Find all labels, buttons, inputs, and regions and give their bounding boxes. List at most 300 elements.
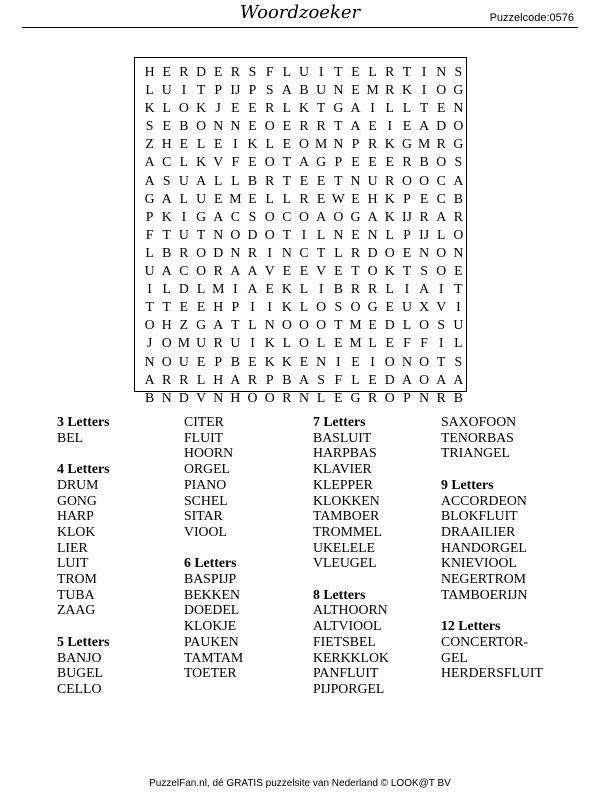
grid-cell[interactable]: R	[385, 82, 395, 98]
grid-cell[interactable]: K	[196, 100, 207, 116]
grid-cell[interactable]: N	[453, 244, 464, 260]
grid-cell[interactable]: U	[401, 299, 412, 315]
grid-cell[interactable]: F	[265, 64, 274, 79]
grid-cell[interactable]: S	[454, 353, 463, 369]
grid-cell[interactable]: U	[178, 226, 189, 242]
grid-cell[interactable]: I	[335, 353, 341, 369]
grid-cell[interactable]: A	[367, 208, 378, 224]
grid-cell[interactable]: O	[281, 317, 292, 333]
grid-cell[interactable]: S	[265, 82, 274, 98]
grid-cell[interactable]: C	[162, 154, 172, 170]
grid-cell[interactable]: K	[196, 154, 207, 170]
grid-cell[interactable]: V	[264, 263, 275, 279]
grid-cell[interactable]: R	[316, 118, 326, 134]
grid-cell[interactable]: S	[162, 172, 171, 188]
grid-cell[interactable]: L	[248, 317, 257, 333]
grid-cell[interactable]: E	[368, 118, 377, 134]
grid-cell[interactable]: IJ	[230, 82, 241, 98]
grid-cell[interactable]: E	[282, 136, 292, 152]
grid-cell[interactable]: B	[247, 172, 258, 188]
grid-cell[interactable]: A	[350, 118, 361, 134]
grid-cell[interactable]: T	[316, 100, 326, 116]
grid-cell[interactable]: D	[196, 64, 207, 79]
grid-cell[interactable]: A	[144, 154, 155, 170]
grid-cell[interactable]: R	[179, 244, 189, 260]
grid-cell[interactable]: O	[436, 154, 447, 170]
grid-cell[interactable]: L	[316, 335, 326, 351]
grid-cell[interactable]: H	[213, 371, 224, 387]
grid-cell[interactable]: S	[334, 299, 343, 315]
grid-cell[interactable]: E	[437, 100, 446, 116]
grid-cell[interactable]: H	[161, 317, 172, 333]
grid-cell[interactable]: E	[351, 353, 360, 369]
grid-cell[interactable]: O	[367, 263, 378, 279]
grid-cell[interactable]: B	[162, 244, 172, 260]
grid-cell[interactable]: N	[401, 353, 412, 369]
grid-cell[interactable]: G	[453, 136, 464, 152]
grid-cell[interactable]: R	[368, 136, 378, 152]
grid-cell[interactable]: C	[179, 263, 189, 279]
grid-cell[interactable]: P	[403, 226, 411, 242]
grid-cell[interactable]: E	[334, 263, 343, 279]
grid-cell[interactable]: O	[299, 208, 309, 224]
grid-cell[interactable]: D	[384, 317, 395, 333]
grid-cell[interactable]: I	[438, 335, 444, 351]
grid-cell[interactable]: I	[370, 100, 375, 116]
grid-cell[interactable]: N	[264, 317, 275, 333]
grid-cell[interactable]: G	[144, 190, 155, 206]
grid-cell[interactable]: P	[214, 353, 223, 369]
grid-cell[interactable]: F	[145, 226, 154, 242]
grid-cell[interactable]: E	[334, 335, 343, 351]
grid-cell[interactable]: O	[196, 118, 207, 134]
grid-cell[interactable]: L	[351, 371, 360, 387]
grid-cell[interactable]: O	[436, 244, 447, 260]
grid-cell[interactable]: A	[230, 263, 241, 279]
grid-cell[interactable]: A	[161, 263, 172, 279]
grid-cell[interactable]: R	[350, 281, 361, 297]
grid-cell[interactable]: I	[438, 281, 444, 297]
grid-cell[interactable]: R	[247, 244, 258, 260]
grid-cell[interactable]: E	[334, 389, 343, 405]
grid-cell[interactable]: T	[334, 317, 343, 333]
grid-cell[interactable]: A	[401, 371, 412, 387]
grid-cell[interactable]: O	[247, 389, 258, 405]
grid-cell[interactable]: N	[299, 389, 309, 405]
grid-cell[interactable]: G	[350, 208, 361, 224]
grid-cell[interactable]: E	[248, 100, 257, 116]
grid-cell[interactable]: O	[436, 82, 447, 98]
grid-cell[interactable]: V	[213, 154, 224, 170]
grid-cell[interactable]: A	[281, 82, 292, 98]
grid-cell[interactable]: L	[265, 190, 274, 206]
grid-cell[interactable]: L	[316, 389, 326, 405]
grid-cell[interactable]: E	[385, 299, 394, 315]
grid-cell[interactable]: B	[453, 389, 463, 405]
grid-cell[interactable]: H	[144, 64, 155, 79]
grid-cell[interactable]: E	[351, 190, 360, 206]
grid-cell[interactable]: O	[299, 335, 309, 351]
grid-cell[interactable]: O	[401, 172, 412, 188]
grid-cell[interactable]: N	[144, 353, 155, 369]
grid-cell[interactable]: N	[436, 64, 447, 79]
grid-cell[interactable]: F	[231, 154, 240, 170]
grid-cell[interactable]: M	[212, 281, 225, 297]
grid-cell[interactable]: I	[387, 118, 393, 134]
grid-cell[interactable]: L	[282, 100, 292, 116]
grid-cell[interactable]: R	[179, 371, 189, 387]
grid-cell[interactable]: I	[181, 82, 187, 98]
grid-cell[interactable]: L	[316, 226, 326, 242]
grid-cell[interactable]: P	[145, 208, 154, 224]
grid-cell[interactable]: B	[453, 190, 463, 206]
grid-cell[interactable]: O	[333, 208, 344, 224]
grid-cell[interactable]: N	[419, 244, 430, 260]
grid-cell[interactable]: O	[264, 226, 275, 242]
grid-cell[interactable]: O	[419, 317, 430, 333]
grid-cell[interactable]: K	[161, 208, 172, 224]
grid-cell[interactable]: D	[436, 118, 447, 134]
grid-cell[interactable]: U	[161, 82, 172, 98]
grid-cell[interactable]: A	[230, 371, 241, 387]
grid-cell[interactable]: O	[384, 353, 395, 369]
grid-cell[interactable]: S	[145, 118, 154, 134]
grid-cell[interactable]: A	[419, 281, 430, 297]
grid-cell[interactable]: I	[318, 64, 324, 79]
grid-cell[interactable]: U	[316, 82, 327, 98]
grid-cell[interactable]: I	[267, 244, 272, 260]
grid-cell[interactable]: L	[454, 335, 463, 351]
grid-cell[interactable]: E	[419, 190, 429, 206]
grid-cell[interactable]: IJ	[401, 208, 412, 224]
grid-cell[interactable]: C	[436, 172, 446, 188]
grid-cell[interactable]: A	[299, 371, 309, 387]
grid-cell[interactable]: S	[248, 208, 257, 224]
grid-cell[interactable]: R	[213, 263, 223, 279]
grid-cell[interactable]: E	[316, 190, 326, 206]
grid-cell[interactable]: U	[196, 190, 207, 206]
grid-cell[interactable]: T	[162, 226, 171, 242]
grid-cell[interactable]: S	[454, 64, 463, 79]
grid-cell[interactable]: L	[402, 100, 412, 116]
grid-cell[interactable]: I	[370, 353, 375, 369]
grid-cell[interactable]: K	[281, 353, 292, 369]
grid-cell[interactable]: T	[334, 172, 343, 188]
grid-cell[interactable]: E	[179, 136, 189, 152]
grid-cell[interactable]: T	[282, 172, 292, 188]
grid-cell[interactable]: K	[264, 353, 275, 369]
grid-cell[interactable]: T	[334, 64, 343, 79]
grid-cell[interactable]: K	[247, 136, 258, 152]
grid-cell[interactable]: R	[402, 154, 412, 170]
grid-cell[interactable]: A	[419, 118, 430, 134]
grid-cell[interactable]: N	[213, 226, 224, 242]
grid-cell[interactable]: B	[419, 154, 429, 170]
grid-cell[interactable]: R	[385, 64, 395, 79]
grid-cell[interactable]: K	[384, 263, 395, 279]
grid-cell[interactable]: A	[436, 208, 447, 224]
grid-cell[interactable]: M	[349, 317, 362, 333]
grid-cell[interactable]: I	[421, 64, 427, 79]
grid-cell[interactable]: S	[454, 154, 463, 170]
grid-cell[interactable]: D	[384, 371, 395, 387]
grid-cell[interactable]: A	[213, 317, 224, 333]
grid-cell[interactable]: F	[334, 371, 343, 387]
grid-cell[interactable]: H	[367, 190, 378, 206]
grid-cell[interactable]: Z	[179, 317, 189, 333]
grid-cell[interactable]: IJ	[419, 226, 430, 242]
grid-cell[interactable]: R	[453, 208, 463, 224]
grid-cell[interactable]: V	[316, 263, 327, 279]
grid-cell[interactable]: I	[421, 82, 427, 98]
grid-cell[interactable]: L	[213, 172, 223, 188]
grid-cell[interactable]: N	[453, 100, 464, 116]
grid-cell[interactable]: E	[213, 136, 223, 152]
grid-cell[interactable]: O	[264, 154, 275, 170]
grid-cell[interactable]: I	[267, 299, 272, 315]
grid-cell[interactable]: L	[196, 136, 206, 152]
grid-cell[interactable]: K	[384, 190, 395, 206]
grid-cell[interactable]: K	[144, 100, 155, 116]
grid-cell[interactable]: E	[402, 244, 412, 260]
grid-cell[interactable]: D	[367, 244, 378, 260]
grid-cell[interactable]: O	[264, 389, 275, 405]
grid-cell[interactable]: E	[368, 371, 377, 387]
grid-cell[interactable]: T	[282, 154, 292, 170]
grid-cell[interactable]: V	[436, 299, 447, 315]
grid-cell[interactable]: M	[349, 335, 362, 351]
grid-cell[interactable]: T	[145, 299, 154, 315]
grid-cell[interactable]: E	[402, 118, 412, 134]
grid-cell[interactable]: N	[333, 82, 344, 98]
grid-cell[interactable]: I	[250, 299, 255, 315]
grid-cell[interactable]: J	[146, 335, 153, 351]
grid-cell[interactable]: S	[437, 317, 446, 333]
grid-cell[interactable]: S	[317, 371, 325, 387]
grid-cell[interactable]: R	[299, 190, 309, 206]
grid-cell[interactable]: P	[248, 82, 257, 98]
grid-cell[interactable]: O	[161, 335, 172, 351]
grid-cell[interactable]: O	[384, 389, 395, 405]
grid-cell[interactable]: E	[299, 263, 309, 279]
grid-cell[interactable]: A	[247, 263, 258, 279]
grid-cell[interactable]: L	[231, 172, 240, 188]
grid-cell[interactable]: E	[368, 317, 377, 333]
grid-cell[interactable]: L	[299, 299, 309, 315]
grid-cell[interactable]: R	[230, 64, 240, 79]
grid-cell[interactable]: P	[214, 82, 223, 98]
grid-cell[interactable]: I	[233, 136, 238, 152]
grid-cell[interactable]: C	[299, 244, 309, 260]
grid-cell[interactable]: G	[196, 208, 207, 224]
grid-cell[interactable]: T	[419, 100, 429, 116]
grid-cell[interactable]: R	[265, 100, 275, 116]
grid-cell[interactable]: I	[233, 281, 238, 297]
grid-cell[interactable]: C	[436, 190, 446, 206]
grid-cell[interactable]: E	[351, 64, 360, 79]
grid-cell[interactable]: B	[230, 353, 240, 369]
grid-cell[interactable]: N	[350, 172, 361, 188]
grid-cell[interactable]: O	[230, 226, 241, 242]
grid-cell[interactable]: L	[385, 100, 394, 116]
grid-cell[interactable]: D	[178, 389, 189, 405]
grid-cell[interactable]: L	[196, 371, 206, 387]
grid-cell[interactable]: T	[402, 64, 412, 79]
grid-cell[interactable]: P	[403, 190, 411, 206]
letter-grid[interactable]	[141, 63, 467, 407]
grid-cell[interactable]: L	[265, 136, 274, 152]
grid-cell[interactable]: E	[282, 263, 292, 279]
grid-cell[interactable]: I	[250, 335, 255, 351]
grid-cell[interactable]: R	[282, 389, 292, 405]
grid-cell[interactable]: K	[384, 208, 395, 224]
grid-cell[interactable]: O	[178, 100, 189, 116]
grid-cell[interactable]: R	[368, 281, 378, 297]
grid-cell[interactable]: U	[299, 64, 309, 79]
grid-cell[interactable]: N	[230, 118, 241, 134]
grid-cell[interactable]: N	[281, 244, 292, 260]
grid-cell[interactable]: O	[350, 299, 361, 315]
grid-cell[interactable]: L	[162, 281, 171, 297]
grid-cell[interactable]: L	[179, 154, 189, 170]
grid-cell[interactable]: L	[368, 335, 377, 351]
grid-cell[interactable]: I	[318, 281, 324, 297]
grid-cell[interactable]: O	[299, 136, 309, 152]
grid-cell[interactable]: V	[196, 389, 207, 405]
grid-cell[interactable]: R	[162, 371, 172, 387]
grid-cell[interactable]: N	[419, 389, 430, 405]
grid-cell[interactable]: L	[385, 281, 394, 297]
grid-cell[interactable]: K	[264, 335, 275, 351]
grid-cell[interactable]: R	[436, 136, 446, 152]
grid-cell[interactable]: A	[299, 154, 309, 170]
grid-cell[interactable]: L	[145, 244, 154, 260]
grid-cell[interactable]: J	[215, 100, 221, 116]
grid-cell[interactable]: R	[385, 172, 395, 188]
grid-cell[interactable]: M	[229, 190, 242, 206]
grid-cell[interactable]: E	[351, 226, 360, 242]
grid-cell[interactable]: O	[436, 263, 447, 279]
grid-cell[interactable]: O	[419, 172, 430, 188]
grid-cell[interactable]: C	[282, 208, 292, 224]
grid-cell[interactable]: T	[454, 281, 463, 297]
grid-cell[interactable]: O	[419, 371, 430, 387]
grid-cell[interactable]: P	[231, 299, 240, 315]
grid-cell[interactable]: A	[144, 371, 155, 387]
grid-cell[interactable]: O	[196, 244, 207, 260]
grid-cell[interactable]: P	[403, 389, 411, 405]
grid-cell[interactable]: M	[366, 82, 379, 98]
grid-cell[interactable]: O	[316, 299, 327, 315]
grid-cell[interactable]: A	[350, 100, 361, 116]
grid-cell[interactable]: T	[162, 299, 171, 315]
grid-cell[interactable]: I	[181, 208, 187, 224]
grid-cell[interactable]: C	[230, 208, 240, 224]
grid-cell[interactable]: E	[196, 353, 206, 369]
grid-cell[interactable]: O	[264, 208, 275, 224]
grid-cell[interactable]: L	[368, 64, 377, 79]
grid-cell[interactable]: E	[368, 154, 377, 170]
grid-cell[interactable]: D	[247, 226, 258, 242]
grid-cell[interactable]: U	[230, 335, 241, 351]
grid-cell[interactable]: A	[213, 208, 224, 224]
grid-cell[interactable]: T	[282, 226, 292, 242]
grid-cell[interactable]: T	[437, 353, 446, 369]
grid-cell[interactable]: E	[231, 100, 240, 116]
grid-cell[interactable]: O	[144, 317, 155, 333]
grid-cell[interactable]: E	[265, 281, 274, 297]
grid-cell[interactable]: E	[385, 335, 394, 351]
grid-cell[interactable]: E	[248, 190, 257, 206]
grid-cell[interactable]: A	[144, 172, 155, 188]
grid-cell[interactable]: M	[177, 335, 191, 351]
grid-cell[interactable]: U	[196, 335, 207, 351]
grid-cell[interactable]: M	[315, 136, 328, 152]
grid-cell[interactable]: A	[436, 371, 447, 387]
grid-cell[interactable]: N	[333, 226, 344, 242]
grid-cell[interactable]: E	[248, 118, 257, 134]
grid-cell[interactable]: I	[147, 281, 152, 297]
grid-cell[interactable]: R	[299, 118, 309, 134]
grid-cell[interactable]: L	[334, 244, 343, 260]
grid-cell[interactable]: A	[453, 371, 464, 387]
grid-cell[interactable]: P	[334, 154, 343, 170]
grid-cell[interactable]: D	[213, 244, 224, 260]
grid-cell[interactable]: H	[161, 136, 172, 152]
grid-cell[interactable]: E	[454, 263, 463, 279]
grid-cell[interactable]: F	[403, 335, 411, 351]
grid-cell[interactable]: U	[453, 317, 464, 333]
grid-cell[interactable]: T	[351, 263, 360, 279]
grid-cell[interactable]: N	[213, 118, 224, 134]
grid-cell[interactable]: L	[299, 281, 309, 297]
grid-cell[interactable]: A	[316, 208, 327, 224]
grid-cell[interactable]: E	[248, 353, 257, 369]
grid-cell[interactable]: G	[367, 299, 378, 315]
grid-cell[interactable]: K	[384, 136, 395, 152]
grid-cell[interactable]: L	[282, 64, 292, 79]
grid-cell[interactable]: K	[401, 82, 412, 98]
grid-cell[interactable]: I	[301, 226, 307, 242]
grid-cell[interactable]: R	[419, 208, 429, 224]
grid-cell[interactable]: U	[144, 263, 155, 279]
grid-cell[interactable]: N	[367, 226, 378, 242]
grid-cell[interactable]: L	[145, 82, 154, 98]
grid-cell[interactable]: D	[178, 281, 189, 297]
grid-cell[interactable]: T	[231, 317, 240, 333]
grid-cell[interactable]: E	[299, 353, 309, 369]
grid-cell[interactable]: N	[316, 353, 327, 369]
grid-cell[interactable]: E	[162, 64, 171, 79]
grid-cell[interactable]: A	[196, 172, 207, 188]
grid-cell[interactable]: T	[196, 226, 206, 242]
grid-cell[interactable]: B	[179, 118, 189, 134]
grid-cell[interactable]: N	[161, 389, 172, 405]
grid-cell[interactable]: W	[331, 190, 345, 206]
grid-cell[interactable]: O	[453, 226, 464, 242]
grid-cell[interactable]: G	[196, 317, 207, 333]
grid-cell[interactable]: L	[196, 281, 206, 297]
grid-cell[interactable]: B	[144, 389, 155, 405]
grid-cell[interactable]: S	[420, 263, 428, 279]
grid-cell[interactable]: E	[351, 154, 360, 170]
grid-cell[interactable]: E	[162, 118, 171, 134]
grid-cell[interactable]: P	[265, 371, 274, 387]
grid-cell[interactable]: F	[420, 335, 428, 351]
grid-cell[interactable]: S	[248, 64, 257, 79]
grid-cell[interactable]: B	[282, 371, 292, 387]
grid-cell[interactable]: E	[248, 154, 257, 170]
